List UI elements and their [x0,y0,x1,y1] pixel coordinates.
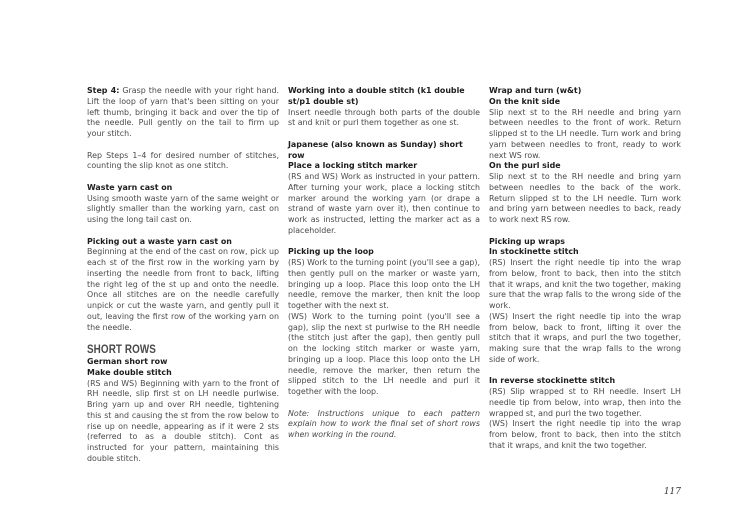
knit-side-heading: On the knit side [489,96,561,106]
purl-side-text: Slip next st to the RH needle and bring yarn between needles to the back of the work. Return slipped st to the LH needle. Turn work and bring yarn between needles to back, ready to work next RS row. [489,172,681,224]
step-4-label: Step 4: [87,86,120,95]
picking-out-text: Beginning at the end of the cast on row, pick up each st of the first row in the working yarn by inserting the needle from front to back, lifting the right leg of the st up and onto the needle. Once all stitches are on the needle carefully unpick or cut the waste yarn, and gently pull it out, leaving the first row of the working yarn on the needle. [87,247,279,332]
working-double-stitch-heading: Working into a double stitch (k1 double st/p1 double st) [288,86,465,106]
picking-up-loop-heading: Picking up the loop [288,247,374,257]
knit-side-text: Slip next st to the RH needle and bring yarn between needles to the front of work. Return slipped st to the LH needle. Turn work and bring yarn between needles to front, ready to work next WS row. [489,107,681,160]
purl-side-heading: On the purl side [489,161,561,171]
reverse-stockinette-heading: In reverse stockinette stitch [489,376,616,386]
wrap-and-turn-heading: Wrap and turn (w&t) [489,86,582,95]
column-3 [489,86,681,462]
make-double-stitch-heading: Make double stitch [87,367,172,377]
note-text: Note: Instructions unique to each pattern explain how to work the final set of short rows when working in the round. [288,408,480,439]
reverse-stockinette-ws-text: (WS) Insert the right needle tip into the wrap from below, front to back, then into the stitch that it wraps, and knit the two together. [489,419,681,450]
column-2 [288,86,480,452]
column-1 [87,86,279,475]
step-4-paragraph [87,86,279,140]
picking-up-wraps-heading: Picking up wraps [489,236,565,246]
place-marker-heading: Place a locking stitch marker [288,161,418,171]
working-double-stitch-text: Insert needle through both parts of the double st and knit or purl them together as one st. [288,107,480,128]
picking-out-heading: Picking out a waste yarn cast on [87,236,232,246]
repeat-steps-paragraph: Rep Steps 1–4 for desired number of stitches, counting the slip knot as one stitch. [87,150,279,171]
waste-yarn-cast-on-heading: Waste yarn cast on [87,182,173,192]
reverse-stockinette-rs-text: (RS) Slip wrapped st to RH needle. Insert LH needle tip from below, into wrap, then into the wrapped st, and purl the two together. [489,387,681,418]
short-rows-heading: SHORT ROWS [87,344,157,356]
picking-up-loop-rs-text: (RS) Work to the turning point (you'll see a gap), then gently pull on the marker or waste yarn, bringing up a loop. Place this loop onto the LH needle, remove the marker, then knit the loop together with the next st. [288,258,480,310]
japanese-short-row-heading: Japanese (also known as Sunday) short row [288,139,463,160]
make-double-stitch-text: (RS and WS) Beginning with yarn to the front of RH needle, slip first st on LH needle purlwise. Bring yarn up and over RH needle, tightening this st and causing the st from the row below to rise up on needle, appearing as if it were 2 sts (referred to as a double stitch). Cont as instructed for your pattern, maintaining this double stitch. [87,378,279,463]
stockinette-rs-text: (RS) Insert the right needle tip into the wrap from below, front to back, then into the stitch that it wraps, and knit the two together, making sure that the wrap falls to the wrong side of the work. [489,258,681,310]
stockinette-heading: In stockinette stitch [489,247,579,257]
page-number: 117 [663,487,681,497]
waste-yarn-cast-on-text: Using smooth waste yarn of the same weight or slightly smaller than the working yarn, cast on using the long tail cast on. [87,193,279,224]
german-short-row-heading: German short row [87,357,168,366]
step-4-text: Grasp the needle with your right hand. Lift the loop of yarn that's been sitting on your left thumb, bringing it back and over the tip of the needle. Pull gently on the tail to firm up your stitch. [87,86,279,138]
picking-up-loop-ws-text: (WS) Work to the turning point (you'll see a gap), slip the next st purlwise to the RH needle (the stitch just after the gap), then gently pull on the locking stitch marker or waste yarn, bringing up a loop. Place this loop onto the LH needle, remove the marker, then return the slipped stitch to the LH needle and purl it together with the loop. [288,311,480,396]
stockinette-ws-text: (WS) Insert the right needle tip into the wrap from below, back to front, lifting it over the stitch that it wraps, and purl the two together, making sure that the wrap falls to the wrong side of work. [489,311,681,364]
place-marker-text: (RS and WS) Work as instructed in your pattern. After turning your work, place a locking stitch marker around the working yarn (or drape a strand of waste yarn over it), then continue to work as instructed, letting the marker act as a placeholder. [288,172,480,235]
